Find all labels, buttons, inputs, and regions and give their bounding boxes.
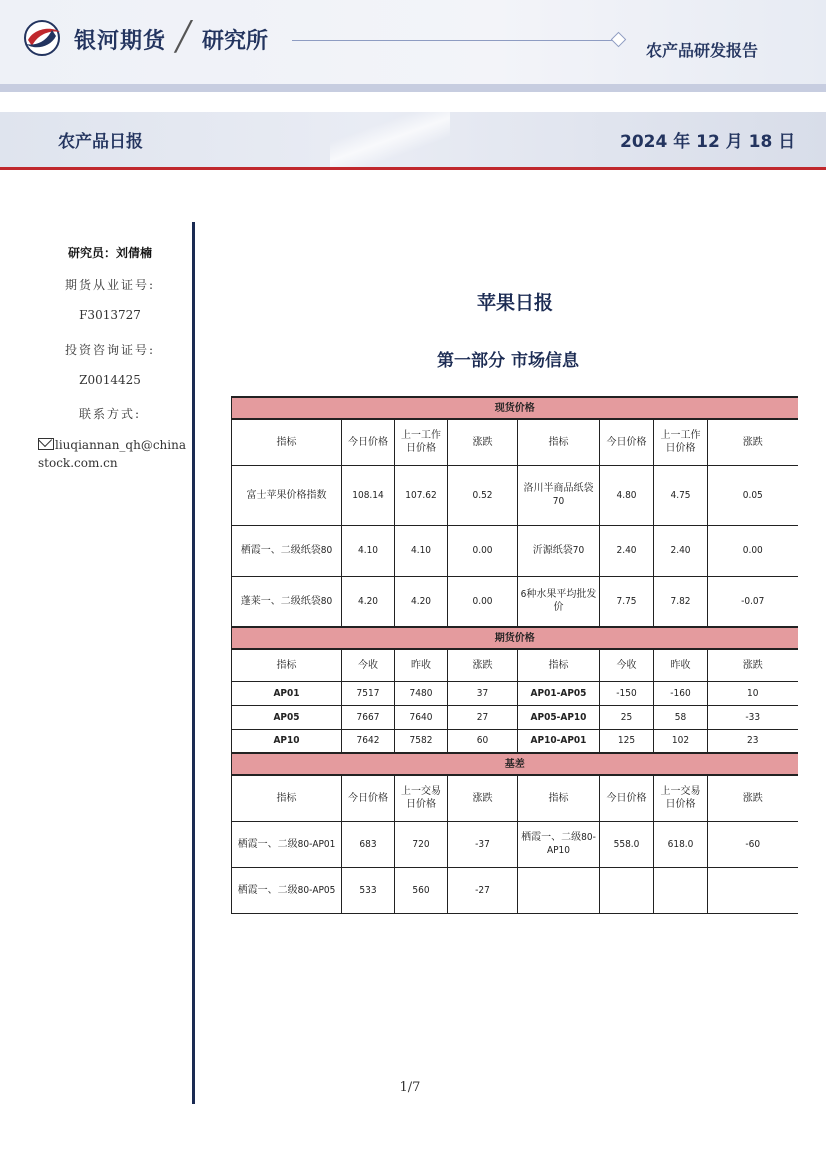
column-header: 涨跌 [708, 649, 798, 681]
futures-column-headers [232, 649, 798, 681]
column-header: 上一交易日价格 [395, 775, 448, 821]
table-cell: 6种水果平均批发价 [518, 576, 600, 627]
table-cell: 2.40 [654, 525, 708, 576]
email-text[interactable]: liuqiannan_qh@chinastock.com.cn [38, 438, 186, 470]
red-divider [0, 167, 826, 170]
table-cell: AP05-AP10 [518, 705, 600, 729]
header-rule [292, 40, 614, 41]
spot-column-headers [232, 419, 798, 465]
table-cell: 558.0 [600, 821, 654, 867]
column-header: 今日价格 [342, 775, 395, 821]
table-cell: 720 [395, 821, 448, 867]
table-cell [654, 867, 708, 913]
contact-label: 联系方式: [78, 407, 142, 421]
column-header: 昨收 [395, 649, 448, 681]
column-header: 今日价格 [600, 775, 654, 821]
column-header: 指标 [518, 775, 600, 821]
table-cell: 23 [708, 729, 798, 753]
column-header: 涨跌 [448, 649, 518, 681]
table-cell: -27 [448, 867, 518, 913]
table-row [232, 821, 798, 867]
section-title: 第一部分 市场信息 [437, 351, 579, 371]
table-cell: 7480 [395, 681, 448, 705]
table-cell: 0.05 [708, 465, 798, 525]
column-header: 今日价格 [600, 419, 654, 465]
header-gap [0, 92, 826, 112]
table-cell: 7.75 [600, 576, 654, 627]
column-header: 指标 [518, 649, 600, 681]
table-cell: 蓬莱一、二级纸袋80 [232, 576, 342, 627]
table-cell: AP05 [232, 705, 342, 729]
table-row [232, 681, 798, 705]
table-cell: AP01 [232, 681, 342, 705]
table-cell: 4.20 [395, 576, 448, 627]
table-cell: 0.52 [448, 465, 518, 525]
table-cell: 58 [654, 705, 708, 729]
table-cell: 60 [448, 729, 518, 753]
table-cell: 4.20 [342, 576, 395, 627]
basis-section-title: 基差 [232, 753, 798, 775]
table-cell: 2.40 [600, 525, 654, 576]
table-cell: 0.00 [448, 525, 518, 576]
table-cell: -160 [654, 681, 708, 705]
table-cell: 107.62 [395, 465, 448, 525]
table-cell: 683 [342, 821, 395, 867]
table-cell: 栖霞一、二级纸袋80 [232, 525, 342, 576]
page-title: 苹果日报 [476, 292, 553, 314]
column-header: 涨跌 [708, 419, 798, 465]
table-cell: 4.75 [654, 465, 708, 525]
report-type: 农产品研发报告 [646, 41, 759, 60]
sidebar-divider [192, 222, 195, 1104]
table-cell: 533 [342, 867, 395, 913]
table-cell: 10 [708, 681, 798, 705]
table-cell: 618.0 [654, 821, 708, 867]
table-row [232, 867, 798, 913]
column-header: 指标 [232, 419, 342, 465]
table-cell: 7642 [342, 729, 395, 753]
table-cell: 洛川半商品纸袋70 [518, 465, 600, 525]
table-cell: 27 [448, 705, 518, 729]
report-date: 2024 年 12 月 18 日 [620, 132, 796, 152]
column-header: 指标 [232, 775, 342, 821]
table-cell: 栖霞一、二级80-AP01 [232, 821, 342, 867]
page-number: 1/7 [399, 1080, 421, 1095]
market-info-table [231, 396, 798, 914]
daily-report-title: 农产品日报 [58, 132, 143, 152]
column-header: 今日价格 [342, 419, 395, 465]
table-row [232, 705, 798, 729]
table-cell: 108.14 [342, 465, 395, 525]
table-cell: 栖霞一、二级80-AP05 [232, 867, 342, 913]
table-cell [708, 867, 798, 913]
header-stripe [0, 84, 826, 92]
table-cell [518, 867, 600, 913]
column-header: 昨收 [654, 649, 708, 681]
contact-email[interactable] [38, 436, 188, 472]
table-cell: -37 [448, 821, 518, 867]
table-row [232, 525, 798, 576]
futures-license-number: F3013727 [79, 308, 141, 322]
table-cell: 4.10 [342, 525, 395, 576]
table-cell: 栖霞一、二级80-AP10 [518, 821, 600, 867]
table-cell: 7667 [342, 705, 395, 729]
table-cell: 沂源纸袋70 [518, 525, 600, 576]
table-cell: 560 [395, 867, 448, 913]
column-header: 涨跌 [448, 419, 518, 465]
consult-license-number: Z0014425 [79, 373, 141, 387]
table-cell: -0.07 [708, 576, 798, 627]
table-cell: 0.00 [708, 525, 798, 576]
researcher-name: 研究员：刘倩楠 [67, 246, 152, 260]
title-band-decoration [330, 112, 450, 167]
table-cell: -33 [708, 705, 798, 729]
column-header: 涨跌 [448, 775, 518, 821]
basis-section-header [232, 753, 798, 775]
column-header: 指标 [232, 649, 342, 681]
table-row [232, 576, 798, 627]
table-cell: AP10 [232, 729, 342, 753]
envelope-icon [38, 438, 54, 450]
futures-section-header [232, 627, 798, 649]
futures-section-title: 期货价格 [232, 627, 798, 649]
galaxy-futures-logo-icon [22, 18, 66, 58]
basis-column-headers [232, 775, 798, 821]
brand-separator: ╱ [175, 20, 192, 53]
table-cell: 7640 [395, 705, 448, 729]
table-cell: 125 [600, 729, 654, 753]
column-header: 指标 [518, 419, 600, 465]
table-row [232, 465, 798, 525]
column-header: 上一交易日价格 [654, 775, 708, 821]
department-name: 研究所 [202, 29, 269, 54]
column-header: 上一工作日价格 [654, 419, 708, 465]
table-cell: 富士苹果价格指数 [232, 465, 342, 525]
table-cell: 4.10 [395, 525, 448, 576]
column-header: 今收 [600, 649, 654, 681]
futures-license-label: 期货从业证号: [64, 278, 156, 292]
table-cell: -150 [600, 681, 654, 705]
table-cell: 37 [448, 681, 518, 705]
brand-name: 银河期货 [74, 29, 167, 54]
table-cell: AP10-AP01 [518, 729, 600, 753]
table-cell: 102 [654, 729, 708, 753]
table-row [232, 729, 798, 753]
table-cell: 7517 [342, 681, 395, 705]
table-cell: -60 [708, 821, 798, 867]
table-cell: AP01-AP05 [518, 681, 600, 705]
table-cell: 0.00 [448, 576, 518, 627]
table-cell: 7582 [395, 729, 448, 753]
column-header: 上一工作日价格 [395, 419, 448, 465]
table-cell [600, 867, 654, 913]
table-cell: 7.82 [654, 576, 708, 627]
market-info-body [232, 397, 798, 913]
spot-section-title: 现货价格 [232, 397, 798, 419]
column-header: 涨跌 [708, 775, 798, 821]
spot-section-header [232, 397, 798, 419]
table-cell: 25 [600, 705, 654, 729]
table-cell: 4.80 [600, 465, 654, 525]
column-header: 今收 [342, 649, 395, 681]
consult-license-label: 投资咨询证号: [64, 343, 156, 357]
